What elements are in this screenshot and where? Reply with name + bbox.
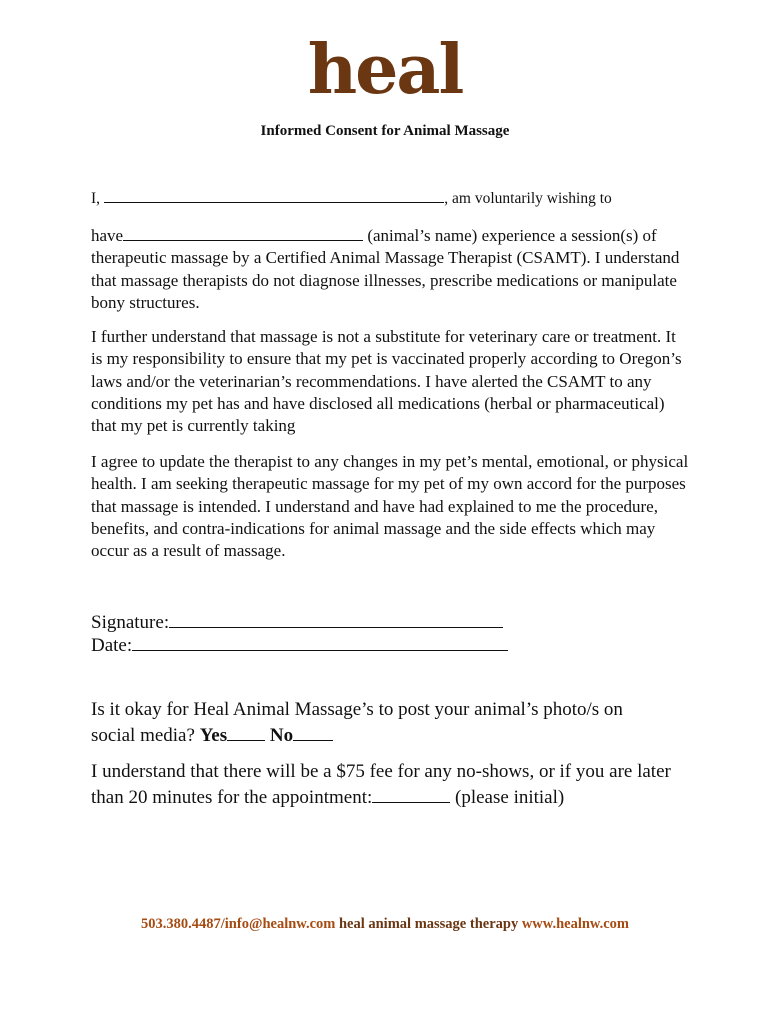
date-field[interactable] <box>132 631 508 651</box>
footer <box>0 916 770 933</box>
signature-label: Signature: <box>91 612 170 633</box>
animal-name-field[interactable] <box>123 223 363 241</box>
footer-website: www.healnw.com <box>521 916 629 932</box>
yes-label: Yes <box>199 725 228 746</box>
document-title: Informed Consent for Animal Massage <box>260 123 510 139</box>
owner-name-field[interactable] <box>104 185 444 203</box>
footer-name: heal animal massage therapy <box>338 916 519 932</box>
fee-text: I understand that there will be a $75 fee for any no-shows, or if you are later than 20 minutes for the appointment: <box>91 761 671 808</box>
initial-note: (please initial) <box>455 787 565 808</box>
heal-logo: heal <box>307 30 463 110</box>
date-row <box>91 631 691 657</box>
consent-paragraph-2: I further understand that massage is not a substitute for veterinary care or treatment. It is my responsibility to ensure that my pet is vaccinated properly according to Oregon’s laws and/or the veterinarian’s recommendations. I have alerted the CSAMT to any conditions my pet has and have disclosed all medications (herbal or pharmaceutical) that my pet is currently taking <box>91 327 682 436</box>
consent-paragraph-3: I agree to update the therapist to any changes in my pet’s mental, emotional, or physical health. I am seeking therapeutic massage for my pet of my own accord for the purposes that massage is intended. I understand and have had explained to me the procedure, benefits, and contra-indications for animal massage and the side effects which may occur as a result of massage. <box>91 452 689 561</box>
initial-field[interactable] <box>372 783 450 803</box>
photo-consent-question <box>91 698 671 747</box>
no-label: No <box>269 725 294 746</box>
consent-paragraph-1 <box>91 223 691 314</box>
signature-field[interactable] <box>169 608 503 628</box>
have-label: have <box>91 226 124 245</box>
photo-question-text: Is it okay for Heal Animal Massage’s to post your animal’s photo/s on social media? <box>91 699 623 746</box>
no-field[interactable] <box>293 721 333 741</box>
no-show-fee-notice <box>91 760 671 809</box>
yes-field[interactable] <box>227 721 265 741</box>
intro-line <box>91 185 691 210</box>
footer-contact: 503.380.4487/info@healnw.com <box>141 916 336 932</box>
intro-i: I, <box>91 190 101 207</box>
para1-text: (animal’s name) experience a session(s) of therapeutic massage by a Certified Animal Massage Therapist (CSAMT). I understand that massage therapists do not diagnose illnesses, prescribe medications or manipulate bony structures. <box>91 226 680 312</box>
date-label: Date: <box>91 635 133 656</box>
intro-after: , am voluntarily wishing to <box>444 190 612 207</box>
